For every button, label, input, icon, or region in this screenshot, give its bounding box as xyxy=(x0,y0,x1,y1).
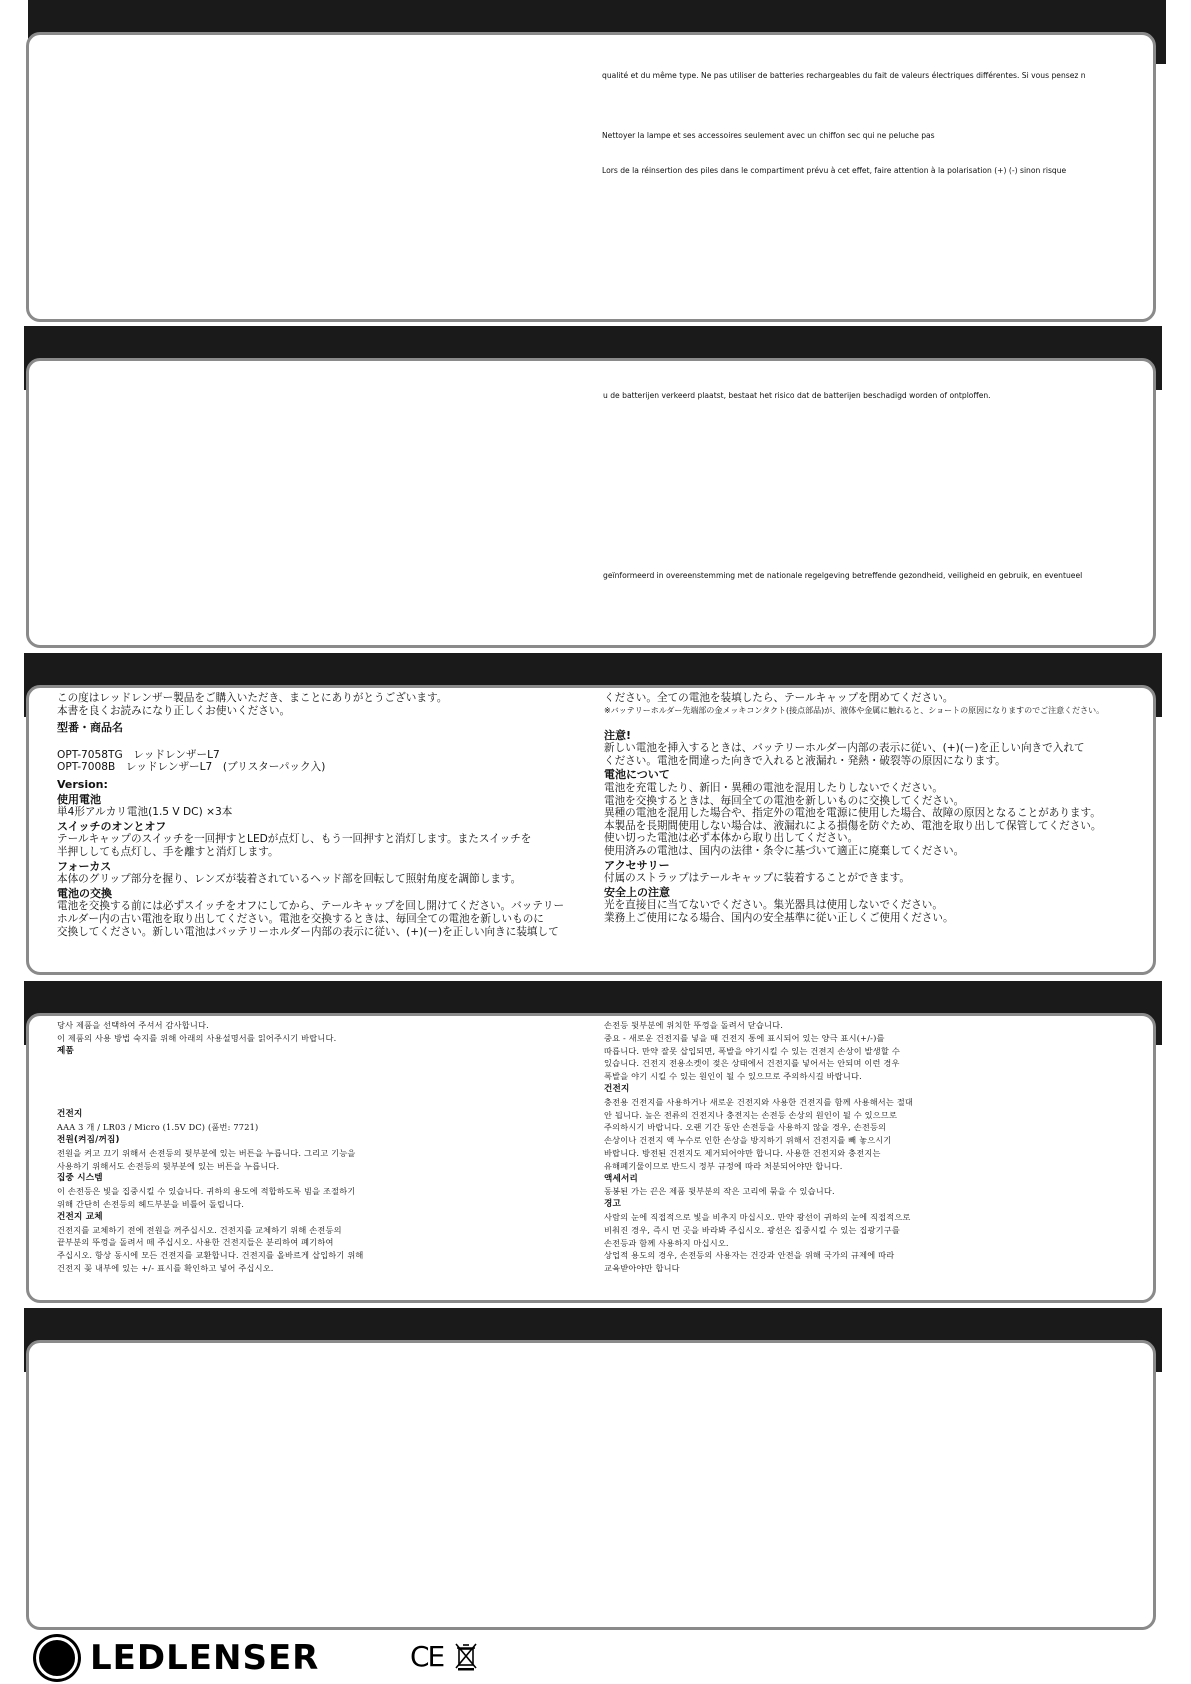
jp-left-column xyxy=(57,692,577,938)
kr-power-heading: 전원(켜짐/꺼짐) xyxy=(57,1134,120,1145)
kr-battery-text-1: 충전용 건전지를 사용하거나 새로운 건전지와 사용한 건전지를 함께 사용해서는 절대 xyxy=(604,1096,914,1107)
jp-intro-2: 本書を良くお読みになり正しくお使いください。 xyxy=(57,704,291,717)
kr-important-3: 있습니다. 건전지 전용소켓이 젖은 상태에서 건전지를 넣어서는 안되며 이런 경우 xyxy=(604,1058,900,1069)
jp-exchange-heading: 電池の交換 xyxy=(57,886,112,900)
jp-about-heading: 電池について xyxy=(604,768,670,782)
jp-caution-heading: 注意! xyxy=(604,728,632,742)
jp-version: Version: xyxy=(57,777,108,791)
brand-logo xyxy=(36,1636,319,1680)
weee-bin-icon xyxy=(455,1643,477,1671)
nl-line-2: geïnformeerd in overeenstemming met de nationale regelgeving betreffende gezondheid, veiligheid en gebruik, en eventueel xyxy=(603,571,1083,580)
kr-exchange-text-3: 주십시오. 항상 동시에 모든 건전지를 교환합니다. 건전지를 올바르게 삽입하기 위해 xyxy=(57,1250,364,1261)
jp-acc-text: 付属のストラップはテールキャップに装着することができます。 xyxy=(604,872,910,885)
kr-acc-heading: 액세서리 xyxy=(604,1173,639,1184)
jp-about-text-2: 電池を交換するときは、毎回全ての電池を新しいものに交換してください。 xyxy=(604,794,965,807)
kr-warn-heading: 경고 xyxy=(604,1199,622,1210)
jp-about-text-3: 異種の電池を混用した場合や、指定外の電池を電源に使用した場合、故障の原因となることがあります。 xyxy=(604,807,1101,820)
fr-line-2: Nettoyer la lampe et ses accessoires seulement avec un chiffon sec qui ne peluche pas xyxy=(602,131,935,140)
kr-exchange-text-1: 건전지를 교체하기 전에 전원을 꺼주십시오. 건전지를 교체하기 위해 손전등의 xyxy=(57,1224,342,1235)
fr-line-1: qualité et du même type. Ne pas utiliser de batteries rechargeables du fait de valeurs électriques différentes. Si vous pensez n xyxy=(602,71,1086,80)
jp-battery-heading: 使用電池 xyxy=(57,792,101,806)
panel-blank xyxy=(26,1340,1156,1630)
kr-warn-text-2: 비춰진 경우, 즉시 먼 곳을 바라봐 주십시오. 광선은 집중시킬 수 있는 집광기구를 xyxy=(604,1224,900,1235)
jp-safety-text-2: 業務上ご使用になる場合、国内の安全基準に従い正しくご使用ください。 xyxy=(604,911,954,924)
jp-note: ※バッテリーホルダー先端部の金メッキコンタクト(接点部品)が、液体や金属に触れると、ショートの原因になりますのでご注意ください。 xyxy=(604,705,1105,715)
kr-battery-text-4: 손상이나 건전지 액 누수로 인한 손상을 방지하기 위해서 건전지를 빼 놓으시기 xyxy=(604,1135,892,1146)
kr-product-heading: 제품 xyxy=(57,1045,75,1056)
jp-model-1: OPT-7058TG レッドレンザーL7 xyxy=(57,748,220,761)
jp-safety-text-1: 光を直接目に当てないでください。集光器具は使用しないでください。 xyxy=(604,899,943,912)
jp-about-text-5: 使い切った電池は必ず本体から取り出してください。 xyxy=(604,832,859,845)
jp-safety-heading: 安全上の注意 xyxy=(604,885,670,899)
jp-exchange-text-3: 交換してください。新しい電池はバッテリーホルダー内部の表示に従い、(+)(ー)を正しい向きに装填して xyxy=(57,925,559,938)
jp-switch-text-2: 半押ししても点灯し、手を離すと消灯します。 xyxy=(57,845,279,858)
kr-warn-text-1: 사람의 눈에 직접적으로 빛을 비추지 마십시오. 만약 광선이 귀하의 눈에 직접적으로 xyxy=(604,1211,911,1222)
kr-warn-text-5: 교육받아야만 합니다 xyxy=(604,1263,680,1274)
kr-battery-text: AAA 3 개 / LR03 / Micro (1.5V DC) (품번: 7721) xyxy=(57,1122,259,1133)
kr-left-column xyxy=(57,1019,577,1275)
fr-line-3: Lors de la réinsertion des piles dans le compartiment prévu à cet effet, faire attention à la polarisation (+) (-) sinon risque xyxy=(602,166,1067,175)
jp-right-column xyxy=(604,692,1144,925)
kr-power-text-2: 사용하기 위해서도 손전등의 뒷부분에 있는 버튼을 누릅니다. xyxy=(57,1160,280,1171)
kr-exchange-heading: 건전지 교체 xyxy=(57,1211,103,1222)
kr-battery-text-6: 유해폐기물이므로 반드시 정부 규정에 따라 처분되어야만 합니다. xyxy=(604,1160,843,1171)
jp-exchange-text-2: ホルダー内の古い電池を取り出してください。電池を交換するときは、毎回全ての電池を新しいものに xyxy=(57,912,544,925)
kr-cont-1: 손전등 뒷부분에 위치한 뚜껑을 돌려서 닫습니다. xyxy=(604,1020,783,1030)
ce-mark-icon: CE xyxy=(410,1640,444,1673)
jp-about-text-1: 電池を充電したり、新旧・異種の電池を混用したりしないでください。 xyxy=(604,781,943,794)
jp-battery-text: 単4形アルカリ電池(1.5 V DC) ×3本 xyxy=(57,806,233,819)
ledlenser-logo-icon xyxy=(36,1637,78,1679)
kr-right-column xyxy=(604,1019,1144,1275)
panel-dutch xyxy=(26,358,1156,648)
kr-warn-text-3: 손전등과 함께 사용하지 마십시오. xyxy=(604,1237,729,1248)
jp-about-text-4: 本製品を長期間使用しない場合は、液漏れによる損傷を防ぐため、電池を取り出して保管してください。 xyxy=(604,819,1102,832)
brand-name: LEDLENSER xyxy=(90,1638,320,1678)
jp-intro-1: この度はレッドレンザー製品をご購入いただき、まことにありがとうございます。 xyxy=(57,692,448,704)
jp-focus-text: 本体のグリップ部分を握り、レンズが装着されているヘッド部を回転して照射角度を調節します。 xyxy=(57,873,522,886)
jp-about-text-6: 使用済みの電池は、国内の法律・条令に基づいて適正に廃棄してください。 xyxy=(604,844,965,857)
jp-focus-heading: フォーカス xyxy=(57,859,112,873)
kr-focus-text-2: 위해 간단히 손전등의 헤드부분을 비틀어 돌립니다. xyxy=(57,1198,245,1209)
kr-intro-1: 당사 제품을 선택하여 주셔서 감사합니다. xyxy=(57,1020,209,1030)
kr-battery-text-5: 바랍니다. 방전된 건전지도 제거되어야만 합니다. 사용한 건전지와 충전지는 xyxy=(604,1147,881,1158)
kr-warn-text-4: 상업적 용도의 경우, 손전등의 사용자는 건강과 안전을 위해 국가의 규제에 따라 xyxy=(604,1250,895,1261)
kr-battery-heading-2: 건전지 xyxy=(604,1083,630,1094)
jp-acc-heading: アクセサリー xyxy=(604,858,670,872)
jp-model-2: OPT-7008B レッドレンザーL7 (ブリスターパック入) xyxy=(57,761,326,774)
kr-battery-heading: 건전지 xyxy=(57,1109,83,1120)
kr-important-1: 중요 - 새로운 건전지를 넣을 때 건전지 통에 표시되어 있는 양극 표시(+/-)를 xyxy=(604,1032,885,1043)
jp-caution-text-1: 新しい電池を挿入するときは、バッテリーホルダー内部の表示に従い、(+)(ー)を正しい向きで入れて xyxy=(604,742,1085,755)
kr-intro-2: 이 제품의 사용 방법 숙지를 위해 아래의 사용설명서를 읽어주시기 바랍니다. xyxy=(57,1032,337,1043)
kr-battery-text-2: 안 됩니다. 높은 전류의 건전지나 충전지는 손전등 손상의 원인이 될 수 있으므로 xyxy=(604,1109,898,1120)
certification-marks xyxy=(410,1640,477,1673)
nl-line-1: u de batterijen verkeerd plaatst, bestaat het risico dat de batterijen beschadigd worden of ontploffen. xyxy=(603,391,991,400)
jp-model-heading: 型番・商品名 xyxy=(57,721,123,735)
jp-exchange-text-1: 電池を交換する前には必ずスイッチをオフにしてから、テールキャップを回し開けてください。バッテリー xyxy=(57,900,565,913)
kr-acc-text: 동봉된 가는 끈은 제품 뒷부분의 작은 고리에 묶을 수 있습니다. xyxy=(604,1186,835,1197)
kr-important-4: 폭발을 야기 시킬 수 있는 원인이 될 수 있으므로 주의하시길 바랍니다. xyxy=(604,1071,862,1082)
kr-focus-text-1: 이 손전등은 빛을 집중시킬 수 있습니다. 귀하의 용도에 적합하도록 빔을 조절하기 xyxy=(57,1186,356,1197)
jp-switch-text-1: テールキャップのスイッチを一回押すとLEDが点灯し、もう一回押すと消灯します。またスイッチを xyxy=(57,833,532,846)
jp-switch-heading: スイッチのオンとオフ xyxy=(57,819,167,833)
jp-cont-1: ください。全ての電池を装填したら、テールキャップを閉めてください。 xyxy=(604,692,954,704)
kr-power-text-1: 전원을 켜고 끄기 위해서 손전등의 뒷부분에 있는 버튼을 누릅니다. 그리고 기능을 xyxy=(57,1147,356,1158)
kr-important-2: 따릅니다. 만약 잘못 삽입되면, 폭발을 야기시킬 수 있는 건전지 손상이 발생할 수 xyxy=(604,1045,900,1056)
kr-battery-text-3: 주의하시기 바랍니다. 오랜 기간 동안 손전등을 사용하지 않을 경우, 손전등의 xyxy=(604,1122,887,1133)
kr-exchange-text-4: 건전지 꽂 내부에 있는 +/- 표시를 확인하고 넣어 주십시오. xyxy=(57,1262,274,1273)
kr-focus-heading: 집중 시스템 xyxy=(57,1173,103,1184)
jp-caution-text-2: ください。電池を間違った向きで入れると液漏れ・発熱・破裂等の原因になります。 xyxy=(604,754,1006,767)
kr-exchange-text-2: 끝부분의 뚜껑을 돌려서 떼 주십시오. 사용한 건전지들은 분리하여 폐기하여 xyxy=(57,1237,334,1248)
